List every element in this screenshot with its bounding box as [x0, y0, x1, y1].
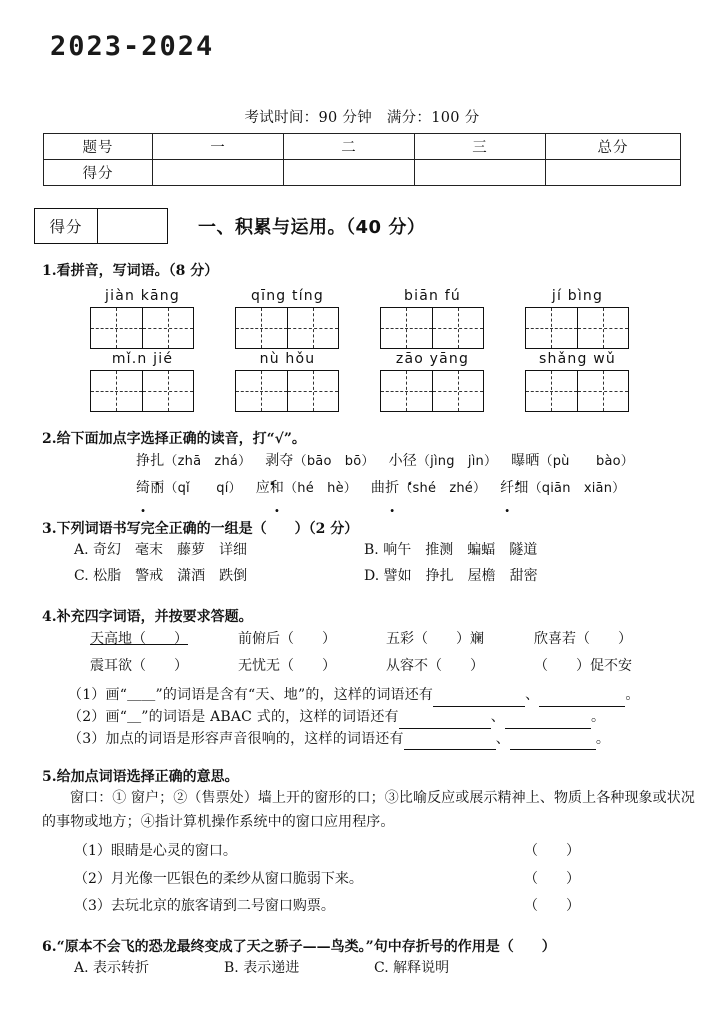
pinyin-label: jiàn kāng [105, 287, 180, 304]
table-row [44, 133, 681, 159]
pinyin-cell [90, 286, 235, 349]
pinyin-cell [235, 349, 380, 412]
pinyin-label: jí bìng [551, 287, 604, 304]
writing-grid[interactable] [380, 370, 484, 412]
reading-item[interactable] [136, 448, 251, 475]
question-4-sub-1 [28, 685, 696, 707]
pinyin-choices[interactable]: （zhā zhá） [164, 453, 252, 469]
pinyin-label: biān fú [404, 287, 461, 304]
writing-grid[interactable] [380, 307, 484, 349]
pinyin-choices[interactable]: （shé zhé） [399, 480, 487, 496]
option-c[interactable]: C. 解释说明 [374, 960, 450, 977]
reading-item[interactable] [389, 448, 498, 475]
sub-question-text: （3）加点的词语是形容声音很响的，这样的词语还有 [68, 730, 404, 747]
idiom-row-2 [28, 653, 696, 680]
sentence-text: （2）月光像一匹银色的柔纱从窗口脆弱下来。 [74, 870, 363, 887]
reading-item[interactable] [256, 475, 357, 502]
pinyin-row [28, 286, 696, 349]
word-post: 夺 [279, 452, 294, 469]
writing-grid[interactable] [235, 307, 339, 349]
question-3-options-row-2 [28, 564, 696, 590]
sub-question-end: 。 [625, 687, 640, 704]
word-post: 丽 [150, 479, 165, 496]
score-cell-total[interactable] [546, 159, 681, 185]
pinyin-choices[interactable]: （bāo bō） [293, 453, 375, 469]
question-1-prompt: 1.看拼音，写词语。（8 分） [42, 262, 219, 279]
sub-question-text: （2）画“＿”的词语是 ABAC 式的，这样的词语还有 [68, 708, 399, 725]
pinyin-cell [380, 349, 525, 412]
word-post: 晒 [525, 452, 540, 469]
answer-parens[interactable]: （ ） [524, 843, 580, 860]
pinyin-choices[interactable]: （qiān xiān） [528, 480, 626, 496]
idiom-item[interactable]: 从容不（ ） [386, 657, 484, 674]
option-b[interactable]: B. 响午 推测 蝙蝠 隧道 [364, 542, 538, 559]
idiom-row-1 [28, 626, 696, 653]
dotted-char: 曝 [511, 452, 526, 469]
exam-info-line: 考试时间：90 分钟 满分：100 分 [244, 109, 480, 126]
idiom-item[interactable]: 欣喜若（ ） [534, 631, 632, 648]
pinyin-label: zāo yāng [395, 350, 470, 367]
score-cell-3[interactable] [415, 159, 546, 185]
score-table [43, 133, 681, 186]
dotted-char: 径 [402, 452, 417, 469]
question-4-prompt: 4.补充四字词语，并按要求答题。 [42, 609, 253, 626]
blank-separator: 、 [490, 708, 505, 725]
idiom-item[interactable]: （ ）促不安 [534, 657, 632, 674]
dotted-char: 扎 [150, 452, 165, 469]
score-box-input[interactable] [98, 209, 167, 243]
question-5-prompt: 5.给加点词语选择正确的意思。 [42, 769, 239, 786]
score-table-col-1: 一 [153, 133, 284, 159]
score-table-row-label: 题号 [44, 133, 153, 159]
table-row [44, 159, 681, 185]
sub-question-end: 。 [590, 708, 606, 725]
question-5-item-1 [28, 838, 696, 865]
answer-blank[interactable] [510, 749, 596, 750]
word-pre: 应 [255, 479, 270, 496]
answer-parens[interactable]: （ ） [524, 870, 580, 887]
score-cell-2[interactable] [284, 159, 415, 185]
reading-row-2 [28, 475, 696, 502]
dotted-char: 折 [385, 479, 400, 496]
pinyin-cell [90, 349, 235, 412]
pinyin-row [28, 349, 696, 412]
pinyin-choices[interactable]: （jìng jìn） [416, 453, 498, 469]
section-title: 一、积累与运用。（40 分） [198, 216, 426, 238]
pinyin-choices[interactable]: （qǐ qí） [164, 480, 242, 496]
question-4-sub-2 [28, 707, 696, 729]
option-a[interactable]: A. 奇幻 毫末 藤萝 详细 [74, 542, 248, 559]
section-header [28, 208, 696, 244]
page-title: 2023-2024 [50, 31, 215, 62]
reading-item[interactable] [511, 448, 634, 475]
option-d[interactable]: D. 譬如 挣扎 屋檐 甜密 [364, 568, 538, 585]
reading-item[interactable] [371, 475, 486, 502]
question-4-sub-3 [28, 729, 696, 751]
sentence-text: （1）眼睛是心灵的窗口。 [74, 843, 237, 860]
question-6-prompt: 6.“原本不会飞的恐龙最终变成了天之骄子——鸟类。”句中存折号的作用是（ ） [42, 939, 556, 956]
score-table-row-label: 得分 [44, 159, 153, 185]
pinyin-choices[interactable]: （hé hè） [284, 480, 357, 496]
pinyin-label: nù hǒu [259, 350, 316, 367]
dotted-char: 剥 [265, 452, 280, 469]
blank-separator: 、 [525, 687, 540, 704]
pinyin-choices[interactable]: （pù bào） [539, 453, 634, 469]
pinyin-label: mǐ.n jié [111, 350, 174, 367]
dotted-char: 绮 [136, 479, 151, 496]
option-a[interactable]: A. 表示转折 [74, 960, 150, 977]
pinyin-cell [525, 349, 670, 412]
option-b[interactable]: B. 表示递进 [224, 960, 300, 977]
answer-parens[interactable]: （ ） [524, 898, 580, 915]
question-3-options-row-1 [28, 538, 696, 564]
score-cell-1[interactable] [153, 159, 284, 185]
question-5-item-2 [28, 866, 696, 893]
question-1-grids [28, 286, 696, 412]
reading-row-1 [28, 448, 696, 475]
score-box-label: 得分 [35, 209, 98, 243]
question-5-definition: 窗口：① 窗户；②（售票处）墙上开的窗形的口；③比喻反应或展示精神上、物质上各种现象或状况的事物或地方；④指计算机操作系统中的窗口应用程序。 [42, 790, 695, 831]
pinyin-label: shǎng wǔ [539, 350, 616, 367]
score-table-col-3: 三 [415, 133, 546, 159]
sub-question-end: 。 [595, 730, 611, 747]
question-6-options [28, 956, 696, 982]
score-table-col-2: 二 [284, 133, 415, 159]
word-pre: 小 [388, 452, 403, 469]
writing-grid[interactable] [90, 307, 194, 349]
sub-question-text: （1）画“＿＿”的词语是含有“天、地”的，这样的词语还有 [68, 687, 434, 704]
sentence-text: （3）去玩北京的旅客请到二号窗口购票。 [74, 898, 335, 915]
reading-item[interactable] [265, 448, 374, 475]
writing-grid[interactable] [525, 370, 629, 412]
pinyin-cell [380, 286, 525, 349]
word-pre: 曲 [370, 479, 386, 496]
idiom-item[interactable]: 前俯后（ ） [238, 631, 336, 648]
pinyin-cell [525, 286, 670, 349]
question-5-item-3 [28, 893, 696, 920]
option-c[interactable]: C. 松脂 警戒 潇酒 跌倒 [74, 568, 248, 585]
pinyin-label: qīng tíng [251, 287, 324, 304]
question-2-prompt: 2.给下面加点字选择正确的读音，打“√”。 [42, 430, 306, 447]
idiom-item[interactable]: 五彩（ ）斓 [386, 631, 484, 648]
pinyin-cell [235, 286, 380, 349]
idiom-item[interactable]: 震耳欲（ ） [90, 657, 188, 674]
idiom-item[interactable]: 无忧无（ ） [238, 657, 336, 674]
reading-item[interactable] [136, 475, 242, 502]
word-post: 细 [514, 479, 529, 496]
idiom-item[interactable]: 天高地（ ） [90, 631, 188, 648]
writing-grid[interactable] [90, 370, 194, 412]
blank-separator: 、 [495, 730, 510, 747]
dotted-char: 纤 [500, 479, 515, 496]
word-pre: 挣 [136, 452, 151, 469]
dotted-char: 和 [269, 479, 285, 496]
writing-grid[interactable] [525, 307, 629, 349]
question-3-prompt: 3.下列词语书写完全正确的一组是（ ）（2 分） [42, 521, 359, 538]
score-box [34, 208, 168, 244]
score-table-col-total: 总分 [546, 133, 681, 159]
writing-grid[interactable] [235, 370, 339, 412]
answer-blank[interactable] [404, 749, 496, 750]
